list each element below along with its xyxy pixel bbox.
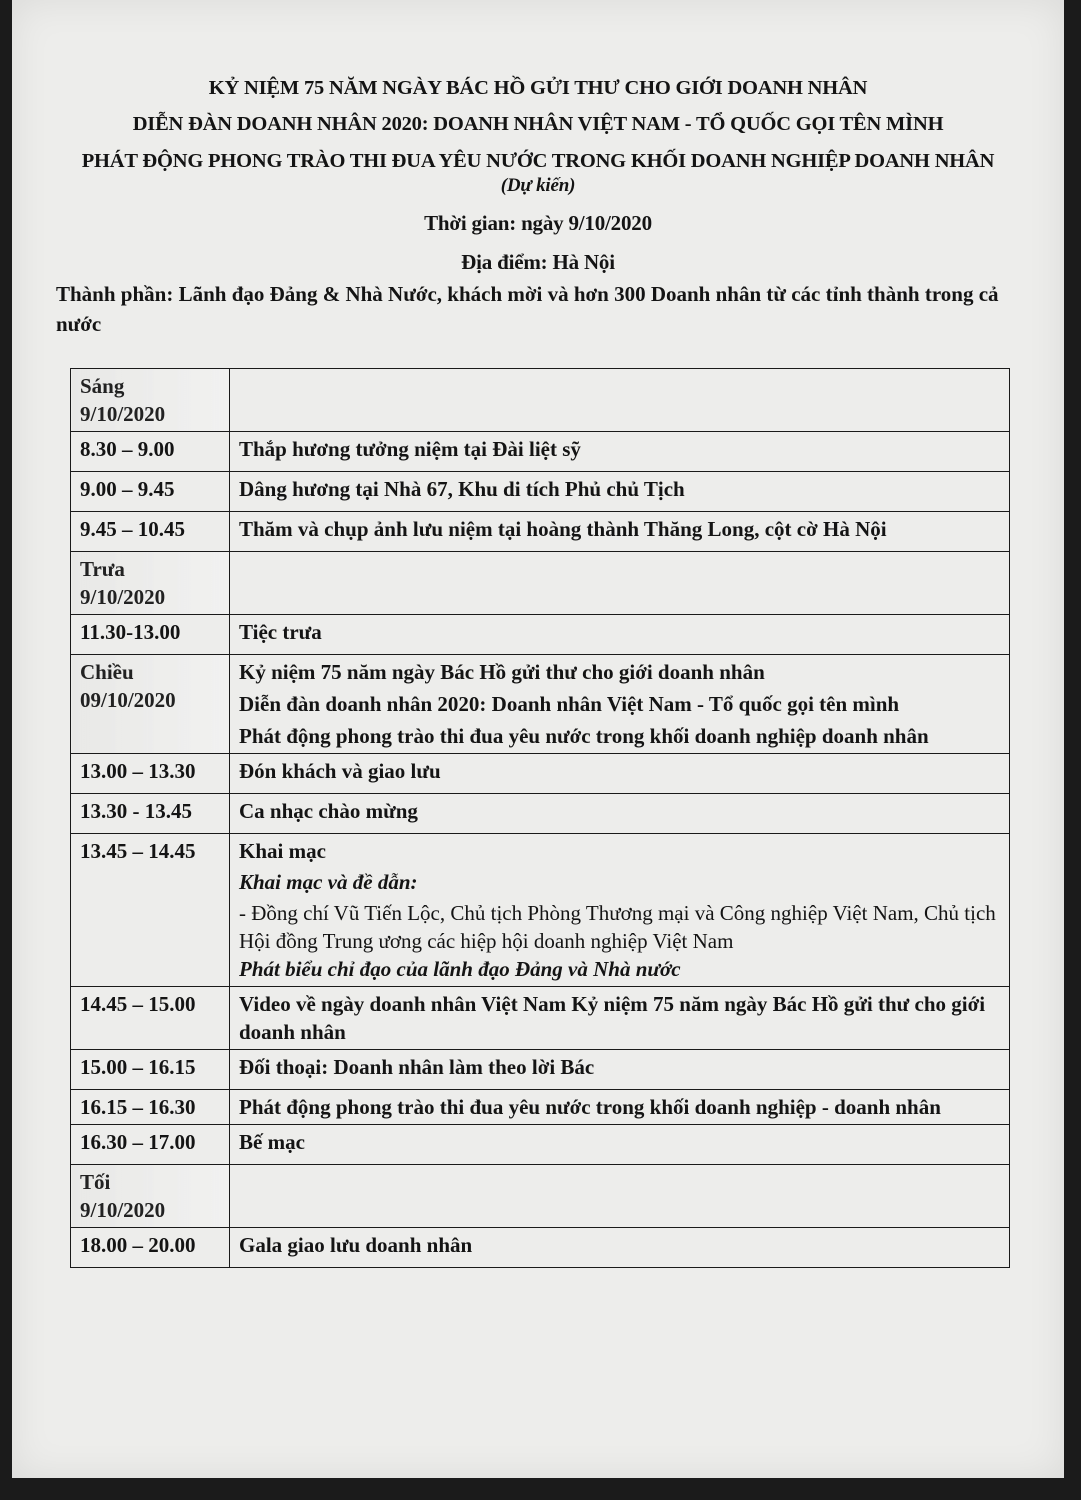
row-time: 16.30 – 17.00 [71,1125,230,1165]
afternoon-overview [230,655,1010,754]
row-time: 13.45 – 14.45 [71,834,230,987]
row-time: 11.30-13.00 [71,615,230,655]
opening-closing: Phát biểu chỉ đạo của lãnh đạo Đảng và Nhà nước [239,957,681,981]
section-date: 9/10/2020 [80,402,166,426]
row-activity: Ca nhạc chào mừng [230,794,1010,834]
table-row [71,1050,1010,1090]
table-row [71,987,1010,1050]
title-line-3: PHÁT ĐỘNG PHONG TRÀO THI ĐUA YÊU NƯỚC TRONG KHỐI DOANH NGHIỆP DOANH NHÂN [81,150,995,172]
section-label-noon [71,552,230,615]
table-row [71,754,1010,794]
section-name: Trưa [80,557,125,581]
section-label-evening [71,1165,230,1228]
row-time: 15.00 – 16.15 [71,1050,230,1090]
row-time: 18.00 – 20.00 [71,1228,230,1268]
row-activity: Khai mạc [239,839,326,863]
row-time: 13.00 – 13.30 [71,754,230,794]
row-time: 16.15 – 16.30 [71,1090,230,1125]
section-empty-cell [230,552,1010,615]
section-empty-cell [230,369,1010,432]
row-time: 13.30 - 13.45 [71,794,230,834]
table-row [71,432,1010,472]
table-row [71,1125,1010,1165]
draft-note: (Dự kiến) [500,175,576,196]
section-date: 9/10/2020 [80,585,166,609]
section-date: 09/10/2020 [80,688,176,712]
row-time: 14.45 – 15.00 [71,987,230,1050]
row-activity: Dâng hương tại Nhà 67, Khu di tích Phủ chủ Tịch [230,472,1010,512]
section-label-morning [71,369,230,432]
table-row [71,615,1010,655]
opening-subheading: Khai mạc và đề dẫn: [239,870,418,894]
section-row-morning [71,369,1010,432]
row-time: 8.30 – 9.00 [71,432,230,472]
table-row [71,1228,1010,1268]
row-time: 9.00 – 9.45 [71,472,230,512]
table-row [71,834,1010,987]
opening-cell [230,834,1010,987]
document-page [12,0,1064,1478]
section-name: Chiều [80,660,134,684]
table-row [71,472,1010,512]
table-row [71,794,1010,834]
overview-line: Diễn đàn doanh nhân 2020: Doanh nhân Việt Nam - Tổ quốc gọi tên mình [239,692,900,716]
title-line-2: DIỄN ĐÀN DOANH NHÂN 2020: DOANH NHÂN VIỆT NAM - TỔ QUỐC GỌI TÊN MÌNH [132,113,944,135]
title-line-1: KỶ NIỆM 75 NĂM NGÀY BÁC HỒ GỬI THƯ CHO GIỚI DOANH NHÂN [208,77,868,99]
section-row-noon [71,552,1010,615]
row-activity: Bế mạc [230,1125,1010,1165]
row-activity: Đối thoại: Doanh nhân làm theo lời Bác [230,1050,1010,1090]
row-activity: Tiệc trưa [230,615,1010,655]
opening-detail: - Đồng chí Vũ Tiến Lộc, Chủ tịch Phòng Thương mại và Công nghiệp Việt Nam, Chủ tịch Hội đồng Trung ương các hiệp hội doanh nghiệp Việt Nam [239,901,996,953]
row-activity: Đón khách và giao lưu [230,754,1010,794]
row-activity: Thăm và chụp ảnh lưu niệm tại hoàng thành Thăng Long, cột cờ Hà Nội [230,512,1010,552]
section-date: 9/10/2020 [80,1198,166,1222]
schedule-table [70,368,1010,1268]
section-name: Tối [80,1170,111,1194]
section-label-afternoon [71,655,230,754]
row-activity: Video về ngày doanh nhân Việt Nam Kỷ niệm 75 năm ngày Bác Hồ gửi thư cho giới doanh nhân [230,987,1010,1050]
overview-line: Phát động phong trào thi đua yêu nước trong khối doanh nghiệp doanh nhân [239,724,929,748]
overview-line: Kỷ niệm 75 năm ngày Bác Hồ gửi thư cho giới doanh nhân [239,660,765,684]
section-row-afternoon [71,655,1010,754]
section-name: Sáng [80,374,125,398]
event-time: Thời gian: ngày 9/10/2020 [424,211,652,235]
row-activity: Gala giao lưu doanh nhân [230,1228,1010,1268]
section-empty-cell [230,1165,1010,1228]
row-activity: Thắp hương tưởng niệm tại Đài liệt sỹ [230,432,1010,472]
table-row [71,512,1010,552]
row-time: 9.45 – 10.45 [71,512,230,552]
row-activity: Phát động phong trào thi đua yêu nước trong khối doanh nghiệp - doanh nhân [230,1090,1010,1125]
event-place: Địa điểm: Hà Nội [461,250,615,274]
participants: Thành phần: Lãnh đạo Đảng & Nhà Nước, khách mời và hơn 300 Doanh nhân từ các tỉnh thành trong cả nước [56,282,999,336]
table-row [71,1090,1010,1125]
section-row-evening [71,1165,1010,1228]
